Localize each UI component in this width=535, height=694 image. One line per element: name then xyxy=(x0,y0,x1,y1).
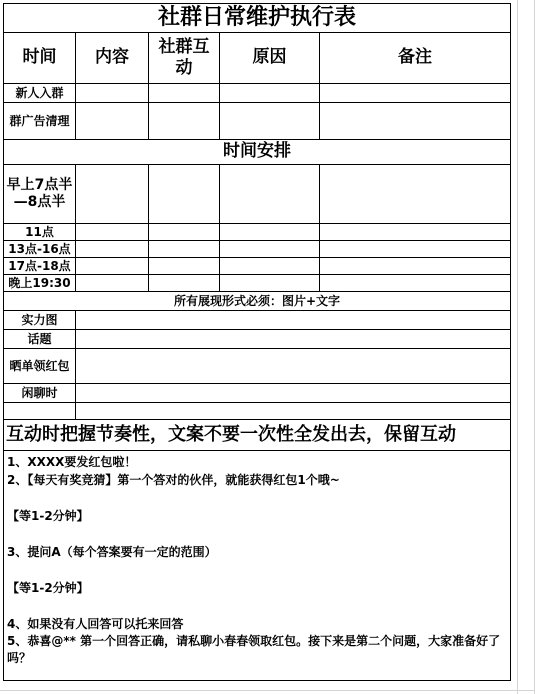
table-cell[interactable] xyxy=(320,241,511,258)
table-cell[interactable] xyxy=(76,258,149,275)
display-note[interactable]: 所有展现形式必须：图片+文字 xyxy=(4,292,511,311)
table-row xyxy=(4,349,511,384)
table-cell[interactable] xyxy=(220,275,320,292)
merged-cell[interactable] xyxy=(76,330,511,349)
note-line: 1、XXXX要发红包啦！ xyxy=(7,455,137,469)
note-line: 5、恭喜@** 第一个回答正确，请私聊小春春领取红包。接下来是第二个问题，大家准备好了吗？ xyxy=(7,634,501,665)
table-cell[interactable] xyxy=(76,224,149,241)
table-row xyxy=(4,165,511,224)
header-row xyxy=(4,33,511,84)
table-row xyxy=(4,384,511,403)
table-cell[interactable] xyxy=(149,165,220,224)
table-cell[interactable] xyxy=(76,165,149,224)
row-label[interactable]: 11点 xyxy=(4,224,76,241)
table-title: 社群日常维护执行表 xyxy=(4,4,511,33)
row-label[interactable]: 群广告清理 xyxy=(4,103,76,140)
note-line: 【等1-2分钟】 xyxy=(7,581,89,595)
table-cell[interactable] xyxy=(4,403,76,420)
script-notes[interactable] xyxy=(4,451,511,681)
table-row xyxy=(4,84,511,103)
section-schedule[interactable]: 时间安排 xyxy=(4,140,511,165)
table-cell[interactable] xyxy=(76,103,149,140)
table-row xyxy=(4,103,511,140)
row-label[interactable]: 17点-18点 xyxy=(4,258,76,275)
maintenance-table xyxy=(3,3,511,681)
merged-cell[interactable] xyxy=(76,403,511,420)
table-cell[interactable] xyxy=(149,258,220,275)
table-cell[interactable] xyxy=(149,84,220,103)
table-cell[interactable] xyxy=(320,275,511,292)
row-label[interactable]: 早上7点半—8点半 xyxy=(4,165,76,224)
table-cell[interactable] xyxy=(76,241,149,258)
note-line: 4、如果没有人回答可以托来回答 xyxy=(7,617,184,631)
grid-line xyxy=(0,690,535,691)
row-label[interactable]: 话题 xyxy=(4,330,76,349)
note-line xyxy=(7,525,507,543)
table-cell[interactable] xyxy=(320,84,511,103)
grid-line xyxy=(517,0,518,694)
table-cell[interactable] xyxy=(76,84,149,103)
note-line: 2、【每天有奖竞猜】第一个答对的伙伴，就能获得红包1个哦~ xyxy=(7,473,340,487)
table-cell[interactable] xyxy=(220,165,320,224)
note-line xyxy=(7,489,507,507)
table-cell[interactable] xyxy=(220,103,320,140)
table-row xyxy=(4,403,511,420)
table-cell[interactable] xyxy=(220,224,320,241)
table-row xyxy=(4,258,511,275)
header-remarks[interactable]: 备注 xyxy=(320,33,511,84)
header-reason[interactable]: 原因 xyxy=(220,33,320,84)
merged-cell[interactable] xyxy=(76,311,511,330)
table-cell[interactable] xyxy=(220,84,320,103)
table-row xyxy=(4,275,511,292)
merged-cell[interactable] xyxy=(76,349,511,384)
row-label[interactable]: 闲聊时 xyxy=(4,384,76,403)
note-line: 3、提问A（每个答案要有一定的范围） xyxy=(7,545,217,559)
table-cell[interactable] xyxy=(320,103,511,140)
table-cell[interactable] xyxy=(320,224,511,241)
row-label[interactable]: 新人入群 xyxy=(4,84,76,103)
table-cell[interactable] xyxy=(76,275,149,292)
table-cell[interactable] xyxy=(149,224,220,241)
table-cell[interactable] xyxy=(149,103,220,140)
header-time[interactable]: 时间 xyxy=(4,33,76,84)
note-line xyxy=(7,597,507,615)
table-cell[interactable] xyxy=(320,258,511,275)
table-cell[interactable] xyxy=(320,165,511,224)
table-row xyxy=(4,330,511,349)
row-label[interactable]: 晒单领红包 xyxy=(4,349,76,384)
table-cell[interactable] xyxy=(220,241,320,258)
rhythm-banner[interactable]: 互动时把握节奏性，文案不要一次性全发出去，保留互动 xyxy=(4,420,511,451)
header-content[interactable]: 内容 xyxy=(76,33,149,84)
row-label[interactable]: 实力图 xyxy=(4,311,76,330)
table-row xyxy=(4,311,511,330)
row-label[interactable]: 13点-16点 xyxy=(4,241,76,258)
header-interaction[interactable]: 社群互动 xyxy=(149,33,220,84)
table-cell[interactable] xyxy=(220,258,320,275)
merged-cell[interactable] xyxy=(76,384,511,403)
table-cell[interactable] xyxy=(149,241,220,258)
note-line xyxy=(7,561,507,579)
table-cell[interactable] xyxy=(149,275,220,292)
note-line: 【等1-2分钟】 xyxy=(7,509,89,523)
table-row xyxy=(4,241,511,258)
row-label[interactable]: 晚上19:30 xyxy=(4,275,76,292)
table-row xyxy=(4,224,511,241)
